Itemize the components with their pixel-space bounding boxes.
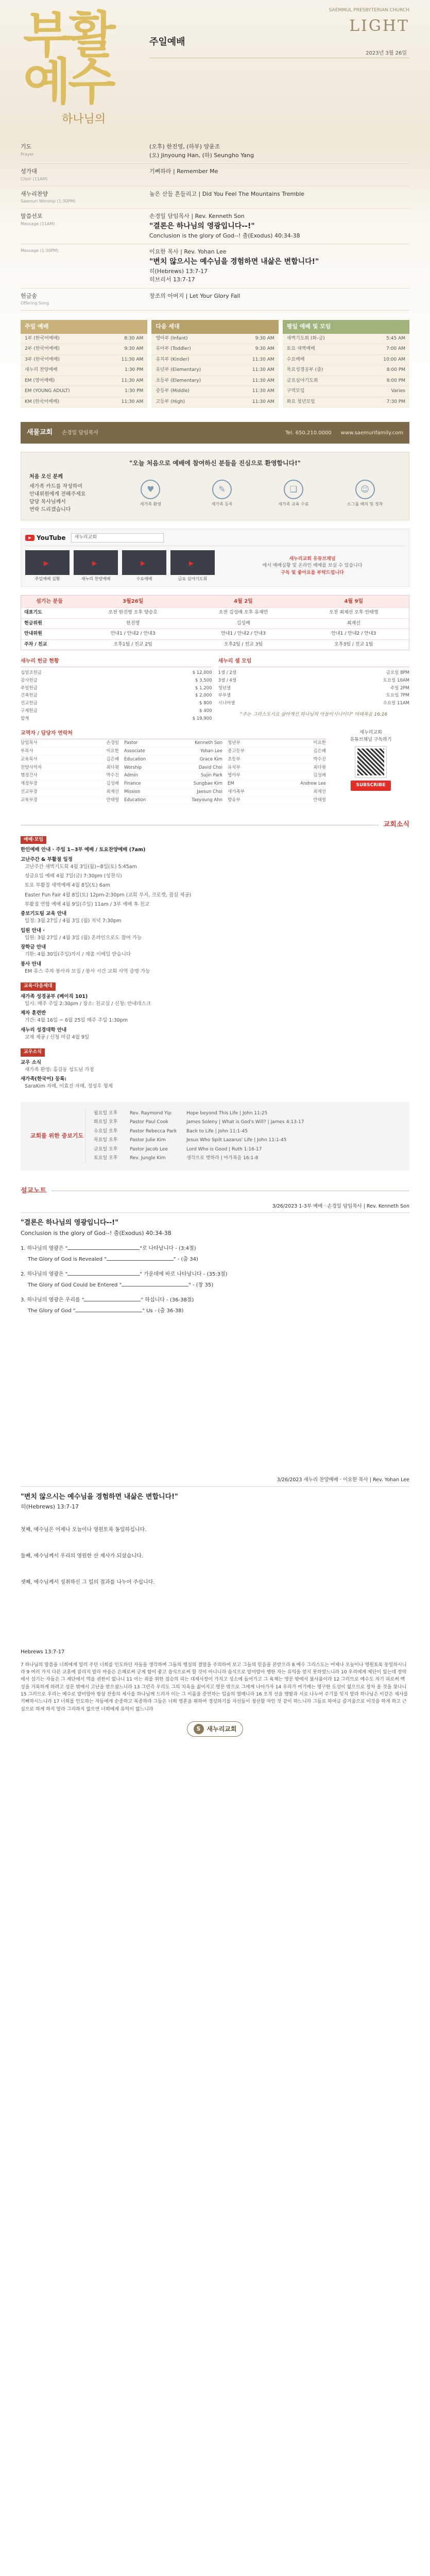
website-link[interactable]: www.saemurifamily.com bbox=[340, 430, 403, 436]
list-item: Pastor Kenneth Son bbox=[124, 739, 222, 748]
news-item-detail: 기한: 4월 30일(주일)까지 / 제출 이메일 받습니다 bbox=[25, 952, 131, 958]
easter-logo: 부활 예수 bbox=[23, 6, 113, 111]
schedule-row: 구역모임 Varies bbox=[283, 386, 409, 397]
scripture-body: 7 하나님의 말씀을 너희에게 일러 주던 너희를 인도하던 자들을 생각하며 그들의 행실의 결말을 주의하여 보고 그들의 믿음을 본받으라 8 예수 그리스도는 어제나 오늘이나 영원토록 동일하시니라 9 여러 가지 다른 교훈에 끌리지 말라 마음은 은혜로써 굳게 함이 좋고 음식으로써 할 것이 아니니라 음식으로 말미암아 행한 자는 유익을 얻지 못하였느니라 10 우리에게 제단이 있는데 장막에서 섬기는 자들은 그 제단에서 먹을 권한이 없나니 11 이는 죄를 위한 짐승의 피는 대제사장이 가지고 성소에 들어가고 그 육체는 영문 밖에서 불사름이라 12 그러므로 예수도 자기 피로써 백성을 거룩하게 하려고 성문 밖에서 고난을 받으셨느니라 13 그런즉 우리도 그의 치욕을 짊어지고 영문 밖으로 그에게 나아가자 14 우리가 여기에는 영구한 도성이 없으므로 장차 올 것을 찾나니 15 그러므로 우리는 예수로 말미암아 항상 찬송의 제사를 하나님께 드리자 이는 그 이름을 증언하는 입술의 열매니라 16 오직 선을 행함과 서로 나누어 주기를 잊지 말라 하나님은 이같은 제사를 기뻐하시느니라 17 너희를 인도하는 자들에게 순종하고 복종하라 그들은 너희 영혼을 위하여 경성하기를 자신들이 청산할 자인 것 같이 하느니라 그들로 하여금 즐거움으로 이것을 하게 하고 근심으로 하게 하지 말라 그리하지 않으면 너희에게 유익이 없느니라 bbox=[21, 1662, 408, 1712]
schedule-row: 영아부 (Infant) 9:30 AM bbox=[151, 334, 278, 345]
news-item bbox=[21, 901, 409, 908]
service-item bbox=[21, 187, 409, 209]
service-item-value: 이요한 목사 | Rev. Yohan Lee "변치 않으시는 예수님을 경험하면 내삶은 변합니다!" 히(Hebrews) 13:7-17 히브리서 13:7-17 bbox=[149, 248, 409, 284]
offering-report: 새누리 헌금 현황 십일조헌금 $ 12,000 감사헌금 $ 3,500 주일헌금 $ 1,200 건축헌금 $ 2,000 선교헌금 $ 800 구제헌금 $ 400 합계 $ 19,900 bbox=[21, 657, 212, 722]
scripture-text bbox=[21, 1648, 409, 1714]
heart-icon: ♥ bbox=[141, 480, 160, 499]
cell-groups: 새누리 셀 모임 1셀 / 2셀 금요일 8PM 3셀 / 4셀 토요일 10AM 청년셀 주일 2PM 부부셀 토요일 7PM 시니어셀 수요일 11AM "주는 그리스도시요 살아계신 하나님의 아들이시니이다" 마태복음 16:16 bbox=[218, 657, 410, 722]
bulletin-date: 2023년 3월 26일 bbox=[366, 50, 407, 56]
step-welcome: ♥ 새가족 환영 bbox=[130, 480, 171, 507]
sermon-2-points bbox=[21, 1526, 409, 1586]
news-item-detail: 부활절 연합 예배 4월 9일(주일) 11am / 3부 예배 후 친교 bbox=[25, 901, 150, 907]
message-title: "결론은 하나님의 영광입니다--!" bbox=[149, 222, 255, 230]
list-item: Admin Sujin Park bbox=[124, 772, 222, 780]
news-item bbox=[21, 892, 409, 899]
service-item-label: 성가대 Choir (11AM) bbox=[21, 168, 48, 181]
news-group-tag: 교우소식 bbox=[21, 1048, 45, 1057]
news-item-title: 봉사 안내 bbox=[21, 961, 42, 967]
service-item bbox=[21, 289, 409, 311]
prayer-row: 수요일 오후 Pastor Rebecca Park Back to Life | John 11:1-45 bbox=[94, 1128, 248, 1134]
news-group-tag: 교육·다음세대 bbox=[21, 982, 56, 991]
church-logo-icon: S bbox=[194, 1724, 204, 1734]
point-3: 셋째, 예수님께서 성취하신 그 일의 결과를 나누어 주십니다. bbox=[21, 1579, 155, 1585]
news-item bbox=[21, 944, 409, 959]
video-thumb[interactable]: ▶ 수요예배 bbox=[122, 550, 166, 582]
schedule-row: EM (영어예배) 11:30 AM bbox=[21, 376, 147, 387]
video-thumb[interactable]: ▶ 금요 심야기도회 bbox=[170, 550, 215, 582]
blank-field[interactable] bbox=[67, 1249, 140, 1250]
next-generation-table: 다음 세대 영아부 (Infant) 9:30 AM 유아부 (Toddler) 9:30 AM 유치부 (Kinder) 11:30 AM 유년부 (Elementary) 11:30 AM 초등부 (Elementary) 11:30 AM 중등부 (Middle) 11:30 AM 고등부 (High) 11:30 AM bbox=[151, 320, 278, 408]
serving-row: 주차 / 친교 오후1팀 / 친교 2팀 오후2팀 / 친교 3팀 오후3팀 / 친교 1팀 bbox=[21, 639, 409, 650]
step-group: ☺ 소그룹 배치 및 정착 bbox=[345, 480, 386, 507]
pen-icon: ✎ bbox=[212, 480, 232, 499]
news-item bbox=[21, 873, 409, 880]
list-item: 초등부 박수진 bbox=[228, 756, 326, 764]
news-item-title: 한인예배 안내 · 주일 1~3부 예배 / 토요찬양예배 (7am) bbox=[21, 847, 146, 853]
step-education: ❑ 새가족 교육 수료 bbox=[273, 480, 314, 507]
service-item bbox=[21, 139, 409, 164]
news-item bbox=[21, 1076, 409, 1091]
news-group bbox=[21, 836, 409, 975]
serving-row: 헌금위원 한진영 김성배 최재선 bbox=[21, 618, 409, 629]
list-item: Associate Yohan Lee bbox=[124, 748, 222, 756]
list-item: 합계 $ 19,900 bbox=[21, 716, 212, 721]
list-item: 선교헌금 $ 800 bbox=[21, 701, 212, 706]
news-item bbox=[21, 1010, 409, 1025]
schedule-row: 금요심야기도회 8:00 PM bbox=[283, 376, 409, 387]
list-item: 청년부 이요한 bbox=[228, 739, 326, 748]
serving-row: 안내위원 안내1 / 안내2 / 안내3 안내1 / 안내2 / 안내3 안내1 / 안내2 / 안내3 bbox=[21, 629, 409, 639]
welcome-heading: "오늘 처음으로 예배에 참여하신 분들을 진심으로 환영합니다!" bbox=[129, 460, 301, 467]
list-item: 건축헌금 $ 2,000 bbox=[21, 693, 212, 699]
memory-verse: "주는 그리스도시요 살아계신 하나님의 아들이시니이다" 마태복음 16:16 bbox=[240, 711, 388, 717]
question-2: 2. 하나님의 영광은 " " 가운데에 바로 나타납니다 - (35:3절) The Glory of God Could be Entered " " - (창 35) bbox=[21, 1272, 228, 1289]
news-item-title: 교우 소식 bbox=[21, 1059, 42, 1065]
play-icon: ▶ bbox=[25, 535, 35, 541]
page-title: 주일예배 bbox=[149, 37, 185, 47]
service-item-value: 기뻐하라 | Remember Me bbox=[149, 168, 218, 175]
service-item-label: 헌금송 Offering Song bbox=[21, 292, 49, 306]
list-item: 부목사 이요한 bbox=[21, 748, 119, 756]
logo-subtitle: 하나님의 bbox=[62, 113, 106, 126]
blank-field[interactable] bbox=[107, 1260, 174, 1261]
news-item-title: 입원 안내 · bbox=[21, 927, 45, 934]
video-thumbnails bbox=[25, 550, 215, 582]
contact-banner bbox=[21, 422, 409, 444]
news-item-detail: 기간: 4월 16일 ~ 6월 25일 매주 주일 1:30pm bbox=[25, 1018, 128, 1024]
news-item bbox=[21, 1027, 409, 1042]
people-icon: ☺ bbox=[355, 480, 375, 499]
list-item: 1셀 / 2셀 금요일 8PM bbox=[218, 670, 409, 675]
list-item: 감사헌금 $ 3,500 bbox=[21, 677, 212, 683]
list-item: 유치부 최다윗 bbox=[228, 764, 326, 772]
list-item: Education Grace Kim bbox=[124, 756, 222, 764]
schedule-row: 목요성경공부 (줌) 8:00 PM bbox=[283, 365, 409, 376]
news-header: 교회소식 bbox=[21, 820, 409, 830]
news-item-title: 새가족(한국어) 등록: bbox=[21, 1076, 67, 1082]
list-item: 교육목사 김은혜 bbox=[21, 756, 119, 764]
news-group bbox=[21, 982, 409, 1041]
prayer-schedule bbox=[21, 1102, 409, 1171]
list-item: 찬양사역자 최다윗 bbox=[21, 764, 119, 772]
service-item-value: 손경일 담임목사 | Rev. Kenneth Son "결론은 하나님의 영광입니다--!" Conclusion is the glory of God--! 출(Exodus) 40:34-38 bbox=[149, 212, 409, 240]
sermon-scripture: Conclusion is the glory of God--! 출(Exodus) 40:34-38 bbox=[21, 1229, 171, 1236]
schedule-row: 3부 (한국어예배) 11:30 AM bbox=[21, 355, 147, 366]
serving-row: 대표기도 오전 한진영 오후 양승호 오전 김성배 오후 유재민 오전 최재선 오후 안태영 bbox=[21, 607, 409, 618]
schedule-row: 중등부 (Middle) 11:30 AM bbox=[151, 386, 278, 397]
list-item: 중고등부 김은혜 bbox=[228, 748, 326, 756]
list-item: 방송부 안태영 bbox=[228, 796, 326, 805]
message-title: "변치 않으시는 예수님을 경험하면 내삶은 변합니다!" bbox=[149, 257, 319, 266]
question-1: 1. 하나님의 영광은 " "로 나타납니다 - (3:4절) The Glory of God is Revealed " " - (출 34) bbox=[21, 1246, 198, 1263]
youtube-subscribe-box: 새누리교회 유튜브채널 구독하기 SUBSCRIBE bbox=[332, 730, 409, 804]
welcome-section bbox=[21, 452, 409, 520]
news-item bbox=[21, 961, 409, 976]
list-item: 주일헌금 $ 1,200 bbox=[21, 685, 212, 691]
news-item bbox=[21, 910, 409, 925]
news-item-title: 고난주간 & 부활절 일정 bbox=[21, 856, 73, 862]
message-scripture: Conclusion is the glory of God--! 출(Exodus) 40:34-38 bbox=[149, 232, 300, 239]
schedule-row: 유년부 (Elementary) 11:30 AM bbox=[151, 365, 278, 376]
worship-schedule bbox=[0, 311, 430, 408]
schedule-row: 유아부 (Toddler) 9:30 AM bbox=[151, 344, 278, 355]
schedule-row: 토요 새벽예배 7:00 AM bbox=[283, 344, 409, 355]
point-1: 첫째, 예수님은 어제나 오늘이나 영원토록 동일하십니다. bbox=[21, 1527, 147, 1533]
schedule-row: EM (YOUNG ADULT) 1:30 PM bbox=[21, 386, 147, 397]
list-item: Worship David Choi bbox=[124, 764, 222, 772]
service-item-label: 새누리찬양 Saemuri Worship (1:30PM) bbox=[21, 190, 76, 204]
schedule-row: 새벽기도회 (화-금) 5:45 AM bbox=[283, 334, 409, 345]
sermon-title: "결론은 하나님의 영광입니다--!" bbox=[21, 1219, 119, 1227]
news-item-detail: 토요 부활절 새벽예배 4월 8일(토) 6am bbox=[25, 883, 110, 889]
first-visit-box: 처음 오신 분께 새가족 카드를 작성하여 안내위원에게 전해주세요 담당 목사님께서 연락 드리겠습니다 bbox=[29, 474, 86, 513]
video-thumb[interactable]: ▶ 새누리 찬양예배 bbox=[74, 550, 118, 582]
service-item bbox=[21, 164, 409, 187]
list-item: 시니어셀 수요일 11AM bbox=[218, 701, 409, 706]
list-item: 부부셀 토요일 7PM bbox=[218, 693, 409, 699]
schedule-row: 고등부 (High) 11:30 AM bbox=[151, 397, 278, 408]
serving-table: 섬기는 분들 3월26일 4월 2일 4월 9일 대표기도 오전 한진영 오후 양승호 오전 김성배 오후 유재민 오전 최재선 오후 안태영 헌금위원 한진영 김성배 최재선 안내위원 안내1 / 안내2 / 안내3 안내1 / 안내2 / 안내3 안내1 / 안내2 / 안내3 주차 / 친교 오후1팀 / 친교 2팀 오후2팀 / 친교 3팀 오후3팀 / 친교 1팀 bbox=[21, 595, 409, 650]
schedule-row: 초등부 (Elementary) 11:30 AM bbox=[151, 376, 278, 387]
prayer-label: 교회를 위한 중보기도 bbox=[29, 1109, 85, 1163]
service-item-value: 높은 산들 흔들리고 | Did You Feel The Mountains Tremble bbox=[149, 190, 305, 197]
news-item bbox=[21, 856, 409, 871]
phone[interactable]: Tel. 650.210.0000 bbox=[285, 430, 332, 436]
subscribe-button[interactable]: SUBSCRIBE bbox=[351, 781, 390, 791]
service-item bbox=[21, 209, 409, 244]
sunday-worship-table: 주일 예배 1부 (한국어예배) 8:30 AM 2부 (한국어예배) 9:30 AM 3부 (한국어예배) 11:30 AM 새누리 찬양예배 1:30 PM EM (영어예배) 11:30 AM EM (YOUNG ADULT) 1:30 PM KM (한국어예배) 11:30 AM bbox=[21, 320, 147, 408]
scripture-reference: Hebrews 13:7-17 bbox=[21, 1649, 65, 1655]
news-item-title: 제자 훈련반 bbox=[21, 1010, 46, 1016]
news-group-tag: 예배·모임 bbox=[21, 836, 46, 844]
service-item bbox=[21, 244, 409, 289]
news-item-detail: 새가족 환영: 홍길동 성도님 가정 bbox=[25, 1066, 94, 1073]
step-register: ✎ 새가족 등록 bbox=[201, 480, 243, 507]
book-icon: ❑ bbox=[284, 480, 303, 499]
prayer-row: 목요일 오후 Pastor Julie Kim Jesus Who Spilt Lazarus' Life | John 11:1-45 bbox=[94, 1138, 287, 1143]
service-item-label: 기도 Prayer bbox=[21, 143, 34, 157]
news-item-detail: 일시: 매주 주일 2:30pm / 장소: 친교실 / 신청: 안내데스크 bbox=[25, 1001, 151, 1007]
sermon-scripture: 히(Hebrews) 13:7-17 bbox=[21, 1503, 79, 1510]
offering-and-groups bbox=[21, 657, 409, 722]
message-scripture: 히(Hebrews) 13:7-17 bbox=[149, 267, 208, 275]
church-name: 새물교회 bbox=[27, 429, 53, 437]
news-item-detail: SaraKim 자매, 이효진 자매, 정성우 형제 bbox=[25, 1083, 113, 1090]
sermon-note-2: 3/26/2023 새누리 찬양예배 · 이요한 목사 | Rev. Yohan Lee "변치 않으시는 예수님을 경험하면 내삶은 변합니다!" 히(Hebrews) 13:7-17 bbox=[21, 1477, 409, 1511]
schedule-row: 1부 (한국어예배) 8:30 AM bbox=[21, 334, 147, 345]
list-item: 영아부 김성배 bbox=[228, 772, 326, 780]
schedule-row: 유치부 (Kinder) 11:30 AM bbox=[151, 355, 278, 366]
news-item-title: 장학금 안내 bbox=[21, 944, 46, 950]
news-item bbox=[21, 927, 409, 942]
sermon-title: "변치 않으시는 예수님을 경험하면 내삶은 변합니다!" bbox=[21, 1493, 178, 1501]
list-item: 청년셀 주일 2PM bbox=[218, 685, 409, 691]
list-item: 구제헌금 $ 400 bbox=[21, 708, 212, 714]
schedule-row: 새누리 찬양예배 1:30 PM bbox=[21, 365, 147, 376]
prayer-row: 금요일 오후 Pastor Jacob Lee Lord Who is Good | Ruth 1:16-17 bbox=[94, 1146, 262, 1152]
prayer-row: 토요일 오후 Rev. Jungle Kim 생각으로 벗하라 | 마가복음 16:1-8 bbox=[94, 1156, 259, 1161]
list-item: 선교부장 최재선 bbox=[21, 788, 119, 796]
list-item: 담임목사 손경일 bbox=[21, 739, 119, 748]
news-item bbox=[21, 993, 409, 1008]
news-item-detail: 입원: 3월 27일 / 4월 3일 (월) 온라인으로도 참여 가능 bbox=[25, 935, 142, 941]
newcomer-steps bbox=[115, 480, 401, 507]
prayer-row: 월요일 오후 Rev. Raymond Yip Hope beyond This Life | John 11:25 bbox=[94, 1110, 268, 1116]
list-item: 새가족부 최재선 bbox=[228, 788, 326, 796]
qr-code[interactable] bbox=[355, 747, 386, 777]
schedule-row: 2부 (한국어예배) 9:30 AM bbox=[21, 344, 147, 355]
list-item: Education Taeyoung Ahn bbox=[124, 796, 222, 805]
news-item-detail: 성금요일 예배 4월 7일(금) 7:30pm (성찬식) bbox=[25, 873, 122, 879]
list-item: 십일조헌금 $ 12,000 bbox=[21, 670, 212, 675]
list-item: 재정부장 김성배 bbox=[21, 780, 119, 788]
news-item bbox=[21, 846, 409, 854]
sermon-note-header: 설교노트 bbox=[21, 1186, 409, 1196]
news-item-detail: Easter Fun Fair 4월 8일(토) 12pm-2:30pm (교회 부지, 크로켓, 점심 제공) bbox=[25, 892, 192, 898]
news-item-title: 새가족 성경공부 (베이직 101) bbox=[21, 993, 88, 999]
list-item: 교육부장 안태영 bbox=[21, 796, 119, 805]
sermon-note-1: 3/26/2023 1-3부 예배 · 손경일 담임목사 | Rev. Kenneth Son "결론은 하나님의 영광입니다--!" Conclusion is the glory of God--! 출(Exodus) 40:34-38 1. 하나님의 영광은 " "로 나타납니다 - (3:4절) The Glory of God is Revealed " " - (출 34) 2. 하나님의 영광은 " " 가운데에 바로 나타납니다 - (35:3절) The Glory of God Could be Entered " " - (창 35) 3. 하나님의 영광은 우리를 " " 하십니다 - (36-38절) The Glory of God " " Us - (출 36-38) bbox=[21, 1204, 409, 1314]
service-item-value: (오후) 한진영, (하부) 양윤조 (오) Jinyoung Han, (하) Seungho Yang bbox=[149, 143, 254, 159]
youtube-logo[interactable]: ▶ YouTube bbox=[25, 533, 66, 543]
point-2: 둘째, 예수님께서 우리의 영원한 산 제사가 되셨습니다. bbox=[21, 1553, 143, 1559]
list-item: Mission Jaesun Choi bbox=[124, 788, 222, 796]
service-item-value: 창조의 아버지 | Let Your Glory Fall bbox=[149, 292, 240, 299]
news-item bbox=[21, 1059, 409, 1074]
news-item-title: 새누리 성경대학 안내 bbox=[21, 1027, 67, 1033]
news-item-detail: 일정: 3월 27일 / 4월 3일 (월) 저녁 7:30pm bbox=[25, 918, 122, 924]
church-news bbox=[21, 836, 409, 1091]
list-item: 3셀 / 4셀 토요일 10AM bbox=[218, 677, 409, 683]
staff-contacts: 교역자 / 담당자 연락처 담임목사 손경일 부목사 이요한 교육목사 김은혜 찬양사역자 최다윗 행정간사 박수진 재정부장 김성배 선교부장 최재선 교육부장 안태영 Pastor Kenneth Son Associate Yohan Lee Education Grace Kim Worship David Choi Admin Sujin Park Finance Sungbae Kim Mission Jaesun Choi Education Taeyoung Ahn 청년부 이요한 중고등부 김은혜 초등부 박수진 유치부 최다윗 영아부 김성배 EM Andrew Lee 새가족부 최재선 방송부 안태영 새누리교회 유튜브채널 구독하기 SUBSCRIBE bbox=[21, 730, 409, 804]
schedule-row: 화요 청년모임 7:30 PM bbox=[283, 397, 409, 408]
list-item: EM Andrew Lee bbox=[228, 780, 326, 788]
church-brand: SAEMMUL PRESBYTERIAN CHURCH LIGHT bbox=[329, 8, 409, 35]
prayer-row: 화요일 오후 Pastor Paul Cook James Soleny | What is God's Will? | James 4:13-17 bbox=[94, 1120, 304, 1125]
youtube-info: 새누리교회 유튜브채널 에서 예배실황 및 온라인 예배를 보실 수 있습니다 구독 및 좋아요를 부탁드립니다 bbox=[262, 556, 363, 575]
youtube-search-input[interactable]: 새누리교회 bbox=[71, 533, 164, 543]
hero-banner bbox=[0, 0, 430, 139]
footer-logo: S 새누리교회 bbox=[0, 1721, 430, 1737]
order-of-service bbox=[0, 139, 430, 417]
list-item: Finance Sungbae Kim bbox=[124, 780, 222, 788]
service-item-label: Message (1:30PM) bbox=[21, 248, 59, 253]
news-item-title: 중보기도팀 교육 안내 bbox=[21, 911, 67, 917]
youtube-section bbox=[21, 529, 409, 587]
schedule-row: 수요예배 10:00 AM bbox=[283, 355, 409, 366]
news-item-detail: EM 유스 주차 봉사자 모집 / 봉사 시간 교회 사역 증명 가능 bbox=[25, 968, 150, 974]
news-item-detail: 고난주간 새벽기도회 4월 3일(월)~8일(토) 5:45am bbox=[25, 863, 137, 870]
schedule-row: KM (한국어예배) 11:30 AM bbox=[21, 397, 147, 408]
service-item-label: 말씀선포 Message (11AM) bbox=[21, 213, 55, 226]
list-item: 행정간사 박수진 bbox=[21, 772, 119, 780]
news-item-detail: 교재 제공 / 신청 마감 4월 9일 bbox=[25, 1034, 90, 1040]
pastor-name: 손경일 담임목사 bbox=[62, 430, 99, 436]
news-item bbox=[21, 882, 409, 889]
weekday-table: 평일 예배 및 모임 새벽기도회 (화-금) 5:45 AM 토요 새벽예배 7:00 AM 수요예배 10:00 AM 목요성경공부 (줌) 8:00 PM 금요심야기도회 8:00 PM 구역모임 Varies 화요 청년모임 7:30 PM bbox=[283, 320, 409, 408]
video-thumb[interactable]: ▶ 주일예배 실황 bbox=[25, 550, 70, 582]
blank-field[interactable] bbox=[67, 1275, 140, 1276]
news-group bbox=[21, 1048, 409, 1091]
question-3: 3. 하나님의 영광은 우리를 " " 하십니다 - (36-38절) The Glory of God " " Us - (출 36-38) bbox=[21, 1297, 194, 1314]
